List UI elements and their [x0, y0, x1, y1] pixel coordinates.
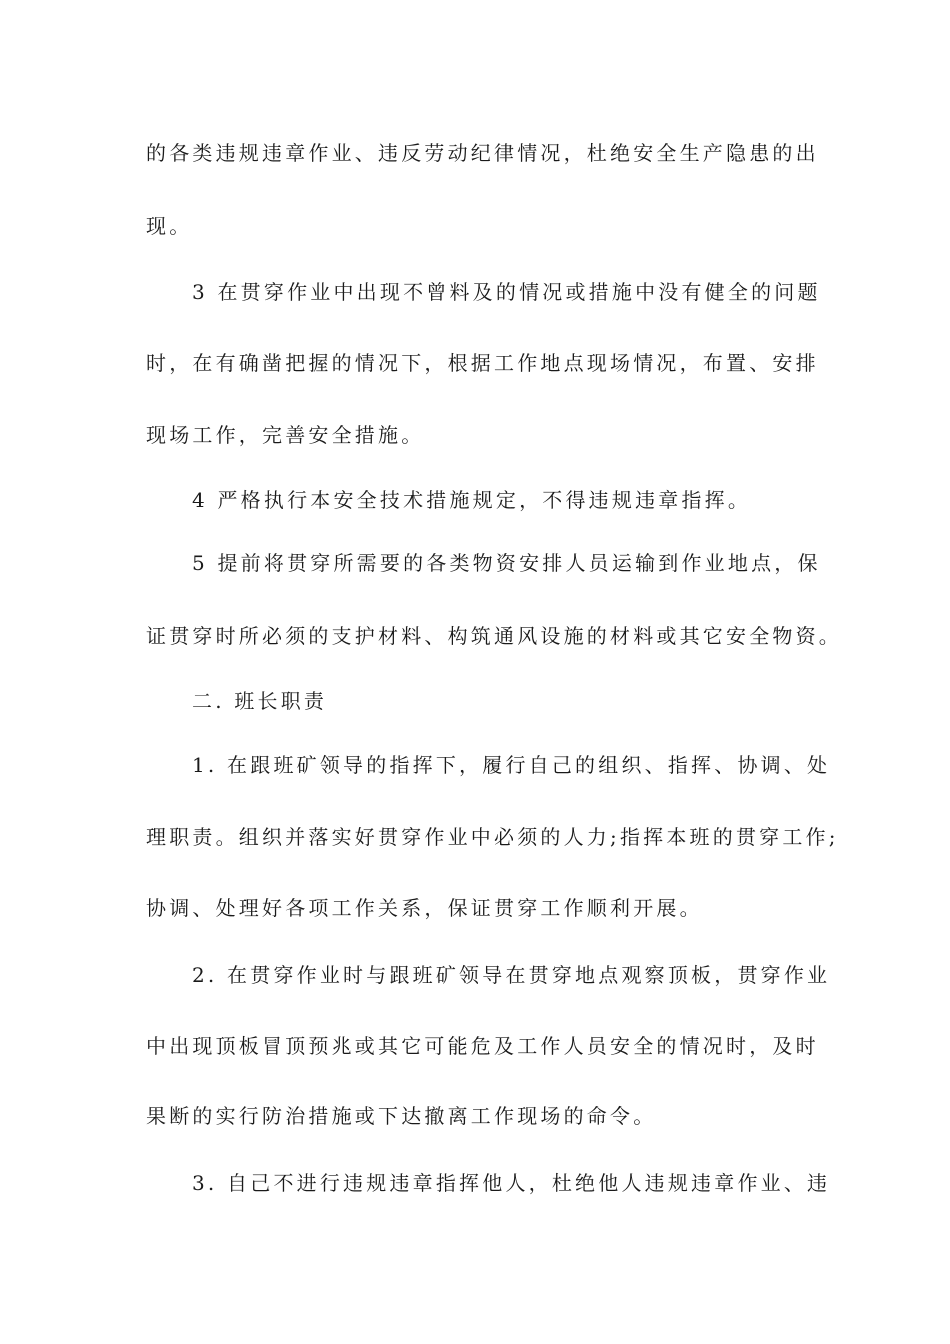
paragraph-line: 5 提前将贯穿所需要的各类物资安排人员运输到作业地点，保 — [192, 551, 821, 575]
paragraph-line: 协调、处理好各项工作关系，保证贯穿工作顺利开展。 — [146, 896, 703, 920]
paragraph-line: 现。 — [146, 214, 193, 238]
paragraph-line: 2. 在贯穿作业时与跟班矿领导在贯穿地点观察顶板，贯穿作业 — [192, 963, 831, 987]
paragraph-line: 时，在有确凿把握的情况下，根据工作地点现场情况，布置、安排 — [146, 351, 819, 375]
paragraph-line: 的各类违规违章作业、违反劳动纪律情况，杜绝安全生产隐患的出 — [146, 141, 819, 165]
paragraph-line: 3 在贯穿作业中出现不曾料及的情况或措施中没有健全的问题 — [192, 280, 821, 304]
paragraph-line: 理职责。组织并落实好贯穿作业中必须的人力;指挥本班的贯穿工作; — [146, 825, 839, 849]
paragraph-line: 现场工作，完善安全措施。 — [146, 423, 425, 447]
paragraph-line: 中出现顶板冒顶预兆或其它可能危及工作人员安全的情况时，及时 — [146, 1034, 819, 1058]
paragraph-line: 果断的实行防治措施或下达撤离工作现场的命令。 — [146, 1104, 657, 1128]
paragraph-line: 3. 自己不进行违规违章指挥他人，杜绝他人违规违章作业、违 — [192, 1171, 831, 1195]
paragraph-line: 证贯穿时所必须的支护材料、构筑通风设施的材料或其它安全物资。 — [146, 624, 842, 648]
paragraph-line: 4 严格执行本安全技术措施规定，不得违规违章指挥。 — [192, 488, 752, 512]
section-heading: 二. 班长职责 — [192, 689, 328, 713]
paragraph-line: 1. 在跟班矿领导的指挥下，履行自己的组织、指挥、协调、处 — [192, 753, 831, 777]
